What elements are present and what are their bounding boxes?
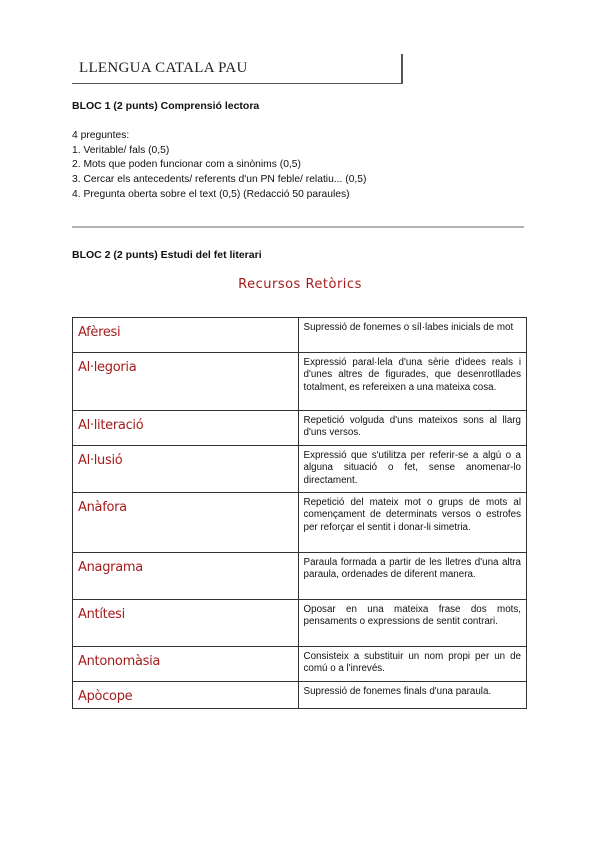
figure-term: Anàfora	[78, 500, 127, 515]
bloc2-heading: BLOC 2 (2 punts) Estudi del fet literari	[72, 249, 262, 261]
figure-definition: Supressió de fonemes o síl·labes inicials de mot	[298, 318, 526, 353]
figure-term: Anagrama	[78, 560, 143, 575]
table-row	[73, 647, 527, 682]
figure-definition: Consisteix a substituir un nom propi per un de comú o a l'inrevés.	[298, 647, 526, 682]
table-row	[73, 318, 527, 353]
table-row	[73, 682, 527, 709]
table-row	[73, 493, 527, 553]
table-row	[73, 553, 527, 600]
table-row	[73, 353, 527, 411]
questions-intro: 4 preguntes:	[72, 130, 130, 141]
header-rule	[72, 83, 402, 84]
question-item: 1. Veritable/ fals (0,5)	[72, 144, 170, 156]
question-item: 3. Cercar els antecedents/ referents d'un PN feble/ relatiu... (0,5)	[72, 174, 367, 186]
figure-term: Al·legoria	[78, 360, 137, 375]
figure-term: Apòcope	[78, 689, 133, 704]
figure-term: Antonomàsia	[78, 654, 161, 669]
question-item: 4. Pregunta oberta sobre el text (0,5) (Redacció 50 paraules)	[72, 188, 350, 200]
figure-term: Antítesi	[78, 607, 125, 622]
figure-term: Al·lusió	[78, 453, 123, 468]
figure-definition: Repetició volguda d'uns mateixos sons al llarg d'uns versos.	[298, 411, 526, 446]
figure-definition: Expressió paral·lela d'una sèrie d'idees reals i d'unes altres de figurades, que desenrotllades totalment, es refereixen a una mateixa cosa.	[298, 353, 526, 411]
figure-term: Afèresi	[78, 325, 121, 340]
header-vertical-bar	[401, 54, 403, 84]
section-divider	[72, 226, 524, 228]
table-row	[73, 600, 527, 647]
table-row	[73, 446, 527, 493]
figure-definition: Expressió que s'utilitza per referir-se a algú o a alguna situació o fet, sense anomenar-lo directament.	[298, 446, 526, 493]
figure-definition: Paraula formada a partir de les lletres d'una altra paraula, ordenades de diferent manera.	[298, 553, 526, 600]
rhetorical-devices-title: Recursos Retòrics	[238, 277, 362, 292]
figure-definition: Oposar en una mateixa frase dos mots, pensaments o expressions de sentit contrari.	[298, 600, 526, 647]
figure-definition: Supressió de fonemes finals d'una paraula.	[298, 682, 526, 709]
rhetorical-devices-table	[72, 317, 527, 709]
question-item: 2. Mots que poden funcionar com a sinònims (0,5)	[72, 159, 301, 171]
bloc1-question-list	[72, 129, 366, 203]
bloc1-heading: BLOC 1 (2 punts) Comprensió lectora	[72, 100, 260, 112]
figure-definition: Repetició del mateix mot o grups de mots al començament de determinats versos o estrofes per reforçar el sentit i donar-li simetria.	[298, 493, 526, 553]
figure-term: Al·literació	[78, 418, 144, 433]
table-row	[73, 411, 527, 446]
document-title: LLENGUA CATALA PAU	[79, 60, 248, 76]
